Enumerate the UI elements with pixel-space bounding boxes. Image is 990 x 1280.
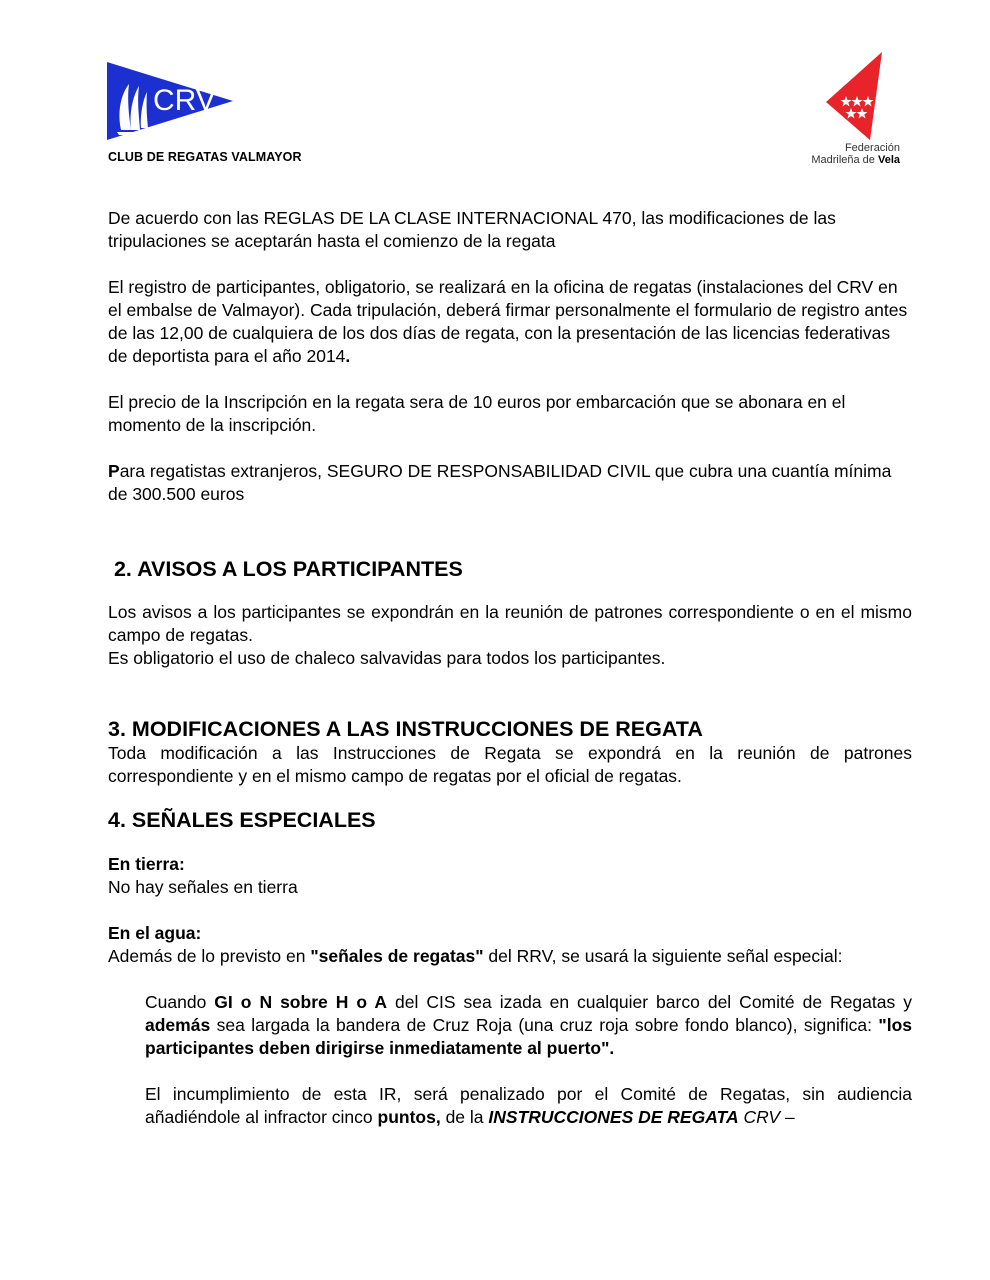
paragraph-lifejacket: Es obligatorio el uso de chaleco salvavidas para todos los participantes. bbox=[108, 648, 666, 668]
section-heading-2: 2. AVISOS A LOS PARTICIPANTES bbox=[108, 557, 463, 581]
paragraph-insurance: Para regatistas extranjeros, SEGURO DE RESPONSABILIDAD CIVIL que cubra una cuantía mínima de 300.500 euros bbox=[108, 461, 892, 504]
paragraph-crew-changes: De acuerdo con las REGLAS DE LA CLASE INTERNACIONAL 470, las modificaciones de las tripulaciones se aceptarán hasta el comienzo de la regata bbox=[108, 208, 836, 251]
document-body bbox=[108, 207, 912, 1129]
paragraph-modifications: Toda modificación a las Instrucciones de Regata se expondrá en la reunión de patrones correspondiente y en el mismo campo de regatas por el oficial de regatas. bbox=[108, 743, 912, 786]
fmv-line1: Federación bbox=[844, 142, 900, 154]
label-en-el-agua: En el agua: bbox=[108, 923, 202, 943]
section-heading-4: 4. SEÑALES ESPECIALES bbox=[108, 808, 376, 832]
club-name: CLUB DE REGATAS VALMAYOR bbox=[108, 150, 302, 164]
section-heading-3: 3. MODIFICACIONES A LAS INSTRUCCIONES DE REGATA bbox=[108, 717, 703, 741]
paragraph-entry-fee: El precio de la Inscripción en la regata sera de 10 euros por embarcación que se abonara en el momento de la inscripción. bbox=[108, 392, 846, 435]
svg-text:CRV: CRV bbox=[153, 84, 216, 117]
label-en-tierra: En tierra: bbox=[108, 854, 185, 874]
paragraph-notices: Los avisos a los participantes se expondrán en la reunión de patrones correspondiente o en el mismo campo de regatas. bbox=[108, 602, 912, 645]
paragraph-special-signal: Cuando GI o N sobre H o A del CIS sea izada en cualquier barco del Comité de Regatas y además sea largada la bandera de Cruz Roja (una cruz roja sobre fondo blanco), significa: "los participantes deben dirigirse inmediatamente al puerto". bbox=[145, 992, 912, 1058]
fmv-line2: Madrileña de Vela bbox=[811, 154, 900, 166]
paragraph-registration: El registro de participantes, obligatorio, se realizará en la oficina de regatas (instalaciones del CRV en el embalse de Valmayor). Cada tripulación, deberá firmar personalmente el formulario de registro antes de las 12,00 de cualquiera de los dos días de regata, con la presentación de las licencias federativas de deportista para el año 2014. bbox=[108, 277, 908, 366]
paragraph-penalty: El incumplimiento de esta IR, será penalizado por el Comité de Regatas, sin audiencia añadiéndole al infractor cinco puntos, de la INSTRUCCIONES DE REGATA CRV – bbox=[145, 1084, 912, 1127]
fmv-logo bbox=[820, 52, 890, 142]
fmv-logo-text bbox=[790, 142, 900, 166]
paragraph-tierra: No hay señales en tierra bbox=[108, 877, 298, 897]
paragraph-agua: Además de lo previsto en "señales de regatas" del RRV, se usará la siguiente señal especial: bbox=[108, 946, 843, 966]
crv-logo bbox=[107, 62, 233, 140]
